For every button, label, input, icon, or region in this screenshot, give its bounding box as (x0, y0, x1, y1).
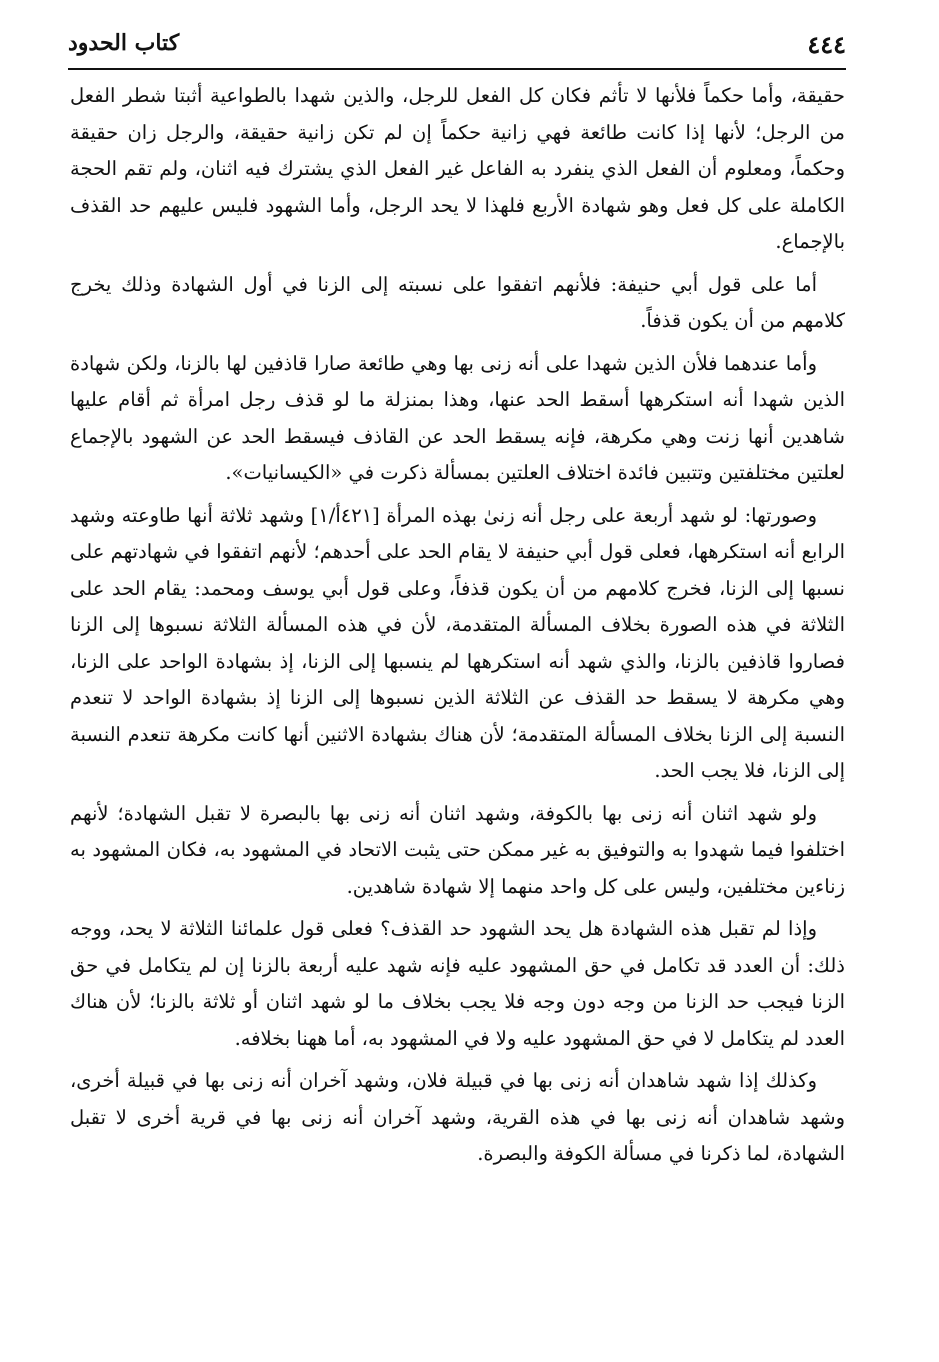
paragraph: حقيقة، وأما حكماً فلأنها لا تأثم فكان كل الفعل للرجل، والذين شهدا بالطواعية أثبتا شطر الفعل من الرجل؛ لأنها إذا كانت طائعة فهي زانية حكماً إن لم تكن زانية حقيقة، والرجل زان حقيقة وحكماً، ومعلوم أن الفعل الذي ينفرد به الفاعل غير الفعل الذي يشترك فيه اثنان، ولم تقم الحجة الكاملة على كل فعل وهو شهادة الأربع فلهذا لا يحد الرجل، وأما الشهود فليس عليهم حد القذف بالإجماع. (70, 84, 845, 253)
paragraph: أما على قول أبي حنيفة: فلأنهم اتفقوا على نسبته إلى الزنا في أول الشهادة وذلك يخرج كلامهم من أن يكون قذفاً. (70, 272, 845, 332)
body-text (70, 78, 845, 1179)
header-divider (68, 68, 846, 70)
running-title: كتاب الحدود (68, 30, 180, 56)
paragraph: وصورتها: لو شهد أربعة على رجل أنه زنىٰ بهذه المرأة [٤٢١أ/١] وشهد ثلاثة أنها طاوعته وشهد الرابع أنه استكرهها، فعلى قول أبي حنيفة لا يقام الحد على أحدهم؛ لأنهم اتفقوا في شهادتهم على نسبها إلى الزنا، فخرج كلامهم من أن يكون قذفاً، وعلى قول أبي يوسف ومحمد: يقام الحد على الثلاثة في هذه الصورة بخلاف المسألة المتقدمة، لأن في هذه المسألة الثلاثة نسبوها إلى الزنا فصاروا قاذفين بالزنا، والذي شهد أنه استكرهها لم ينسبها إلى الزنا، إذ بشهادة الواحد على الزنا، وهي مكرهة لا يسقط حد القذف عن الثلاثة الذين نسبوها إلى الزنا إذ بشهادة الواحد لا تنعدم النسبة إلى الزنا بخلاف المسألة المتقدمة؛ لأن هناك بشهادة الاثنين أنها كانت مكرهة تنعدم النسبة إلى الزنا، فلا يجب الحد. (70, 503, 845, 782)
page-header (68, 26, 846, 66)
paragraph: وأما عندهما فلأن الذين شهدا على أنه زنى بها وهي طائعة صارا قاذفين لها بالزنا، ولكن شهادة الذين شهدا أنه استكرهها أسقط الحد عنها، وهذا بمنزلة ما لو قذف رجل امرأة ثم أقام عليها شاهدين أنها زنت وهي مكرهة، فإنه يسقط الحد عن القاذف فيسقط الحد عن الشهود بالإجماع لعلتين مختلفتين وتتبين فائدة اختلاف العلتين بمسألة ذكرت في «الكيسانيات». (70, 351, 845, 484)
paragraph: ولو شهد اثنان أنه زنى بها بالكوفة، وشهد اثنان أنه زنى بها بالبصرة لا تقبل الشهادة؛ لأنهم اختلفوا فيما شهدوا به والتوفيق به غير ممكن حتى يثبت الاتحاد في المشهود به، فكان المشهود به زناءين مختلفين، وليس على كل واحد منهما إلا شهادة شاهدين. (70, 801, 845, 898)
paragraph: وإذا لم تقبل هذه الشهادة هل يحد الشهود حد القذف؟ فعلى قول علمائنا الثلاثة لا يحد، ووجه ذلك: أن العدد قد تكامل في حق المشهود عليه فإنه شهد عليه أربعة بالزنا إن لم يتكامل في حق الزنا فيجب حد الزنا من وجه دون وجه فلا يجب بخلاف ما لو شهد اثنان أو ثلاثة بالزنا؛ لأن هناك العدد لم يتكامل لا في حق المشهود عليه ولا في المشهود به، أما ههنا بخلافه. (70, 917, 845, 1050)
paragraph: وكذلك إذا شهد شاهدان أنه زنى بها في قبيلة فلان، وشهد آخران أنه زنى بها في قبيلة أخرى، وشهد شاهدان أنه زنى بها في هذه القرية، وشهد آخران أنه زنى بها في قرية أخرى لا تقبل الشهادة، لما ذكرنا في مسألة الكوفة والبصرة. (70, 1069, 845, 1165)
page-number: ٤٤٤ (807, 30, 846, 59)
